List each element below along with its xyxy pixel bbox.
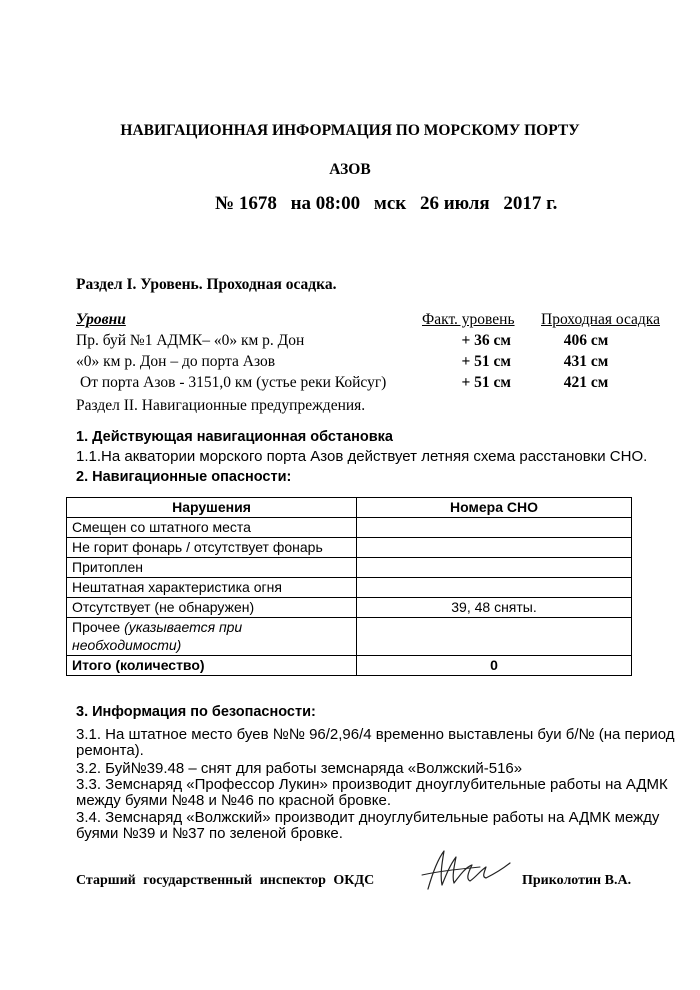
numbers-cell: 39, 48 сняты. — [357, 598, 632, 618]
col-violations-header: Нарушения — [67, 498, 357, 518]
bulletin-date: 26 июля — [419, 193, 490, 214]
section1-title: Раздел I. Уровень. Проходная осадка. — [76, 276, 337, 293]
other-note: (указывается при необходимости) — [72, 619, 243, 653]
violation-cell: Притоплен — [67, 558, 357, 578]
table-row-other — [67, 618, 632, 656]
level-row-name: От порта Азов - 3151,0 км (устье реки Койсуг) — [80, 374, 387, 391]
inspector-name: Приколотин В.А. — [522, 873, 632, 888]
table-header-row — [67, 498, 632, 518]
bulletin-timezone: мск — [373, 193, 407, 214]
draft-header: Проходная осадка — [541, 311, 660, 328]
bulletin-number: № 1678 — [215, 193, 277, 214]
section2-title: Раздел II. Навигационные предупреждения. — [76, 397, 366, 414]
numbers-cell — [357, 578, 632, 598]
col-numbers-header: Номера СНО — [357, 498, 632, 518]
numbers-cell — [357, 518, 632, 538]
hazards-heading: 2. Навигационные опасности: — [76, 469, 292, 485]
levels-header: Уровни — [76, 311, 126, 328]
table-row — [67, 598, 632, 618]
level-row-name: «0» км р. Дон – до порта Азов — [76, 353, 276, 370]
numbers-cell — [357, 618, 632, 656]
signature-image — [420, 845, 515, 895]
table-row — [67, 558, 632, 578]
total-label: Итого (количество) — [67, 656, 357, 676]
level-row-draft: 406 см — [563, 332, 609, 349]
numbers-cell — [357, 558, 632, 578]
total-value: 0 — [357, 656, 632, 676]
bulletin-time: на 08:00 — [290, 193, 361, 214]
port-name: АЗОВ — [329, 161, 371, 178]
violation-cell: Смещен со штатного места — [67, 518, 357, 538]
safety-heading: 3. Информация по безопасности: — [76, 704, 316, 720]
violation-cell: Не горит фонарь / отсутствует фонарь — [67, 538, 357, 558]
level-row-name: Пр. буй №1 АДМК– «0» км р. Дон — [76, 332, 305, 349]
hazards-table — [66, 497, 632, 676]
current-situation-text: 1.1.На акватории морского порта Азов действует летняя схема расстановки СНО. — [76, 448, 648, 465]
numbers-cell — [357, 538, 632, 558]
bulletin-line — [215, 193, 566, 215]
other-cell — [67, 618, 357, 656]
level-row-fact: + 51 см — [461, 374, 511, 391]
bulletin-year: 2017 г. — [503, 193, 558, 214]
safety-item: 3.3. Земснаряд «Профессор Лукин» производит дноуглубительные работы на АДМК между буями №48 и №46 по красной бровке. — [76, 776, 668, 809]
violation-cell: Нештатная характеристика огня — [67, 578, 357, 598]
level-row-fact: + 51 см — [461, 353, 511, 370]
table-row — [67, 518, 632, 538]
document-title: НАВИГАЦИОННАЯ ИНФОРМАЦИЯ ПО МОРСКОМУ ПОРТУ — [120, 122, 580, 139]
table-row — [67, 538, 632, 558]
table-total-row — [67, 656, 632, 676]
table-row — [67, 578, 632, 598]
safety-item: 3.1. На штатное место буев №№ 96/2,96/4 временно выставлены буи б/№ (на период ремонта). — [76, 726, 675, 759]
level-row-draft: 431 см — [563, 353, 609, 370]
level-row-fact: + 36 см — [461, 332, 511, 349]
violation-cell: Отсутствует (не обнаружен) — [67, 598, 357, 618]
inspector-position: Старший государственный инспектор ОКДС — [76, 873, 375, 888]
current-situation-heading: 1. Действующая навигационная обстановка — [76, 429, 393, 445]
level-row-draft: 421 см — [563, 374, 609, 391]
fact-level-header: Факт. уровень — [422, 311, 515, 328]
safety-item: 3.2. Буй№39.48 – снят для работы земснаряда «Волжский-516» — [76, 760, 523, 777]
other-label: Прочее — [72, 619, 121, 635]
safety-item: 3.4. Земснаряд «Волжский» производит дноуглубительные работы на АДМК между буями №39 и №37 по зеленой бровке. — [76, 809, 660, 842]
